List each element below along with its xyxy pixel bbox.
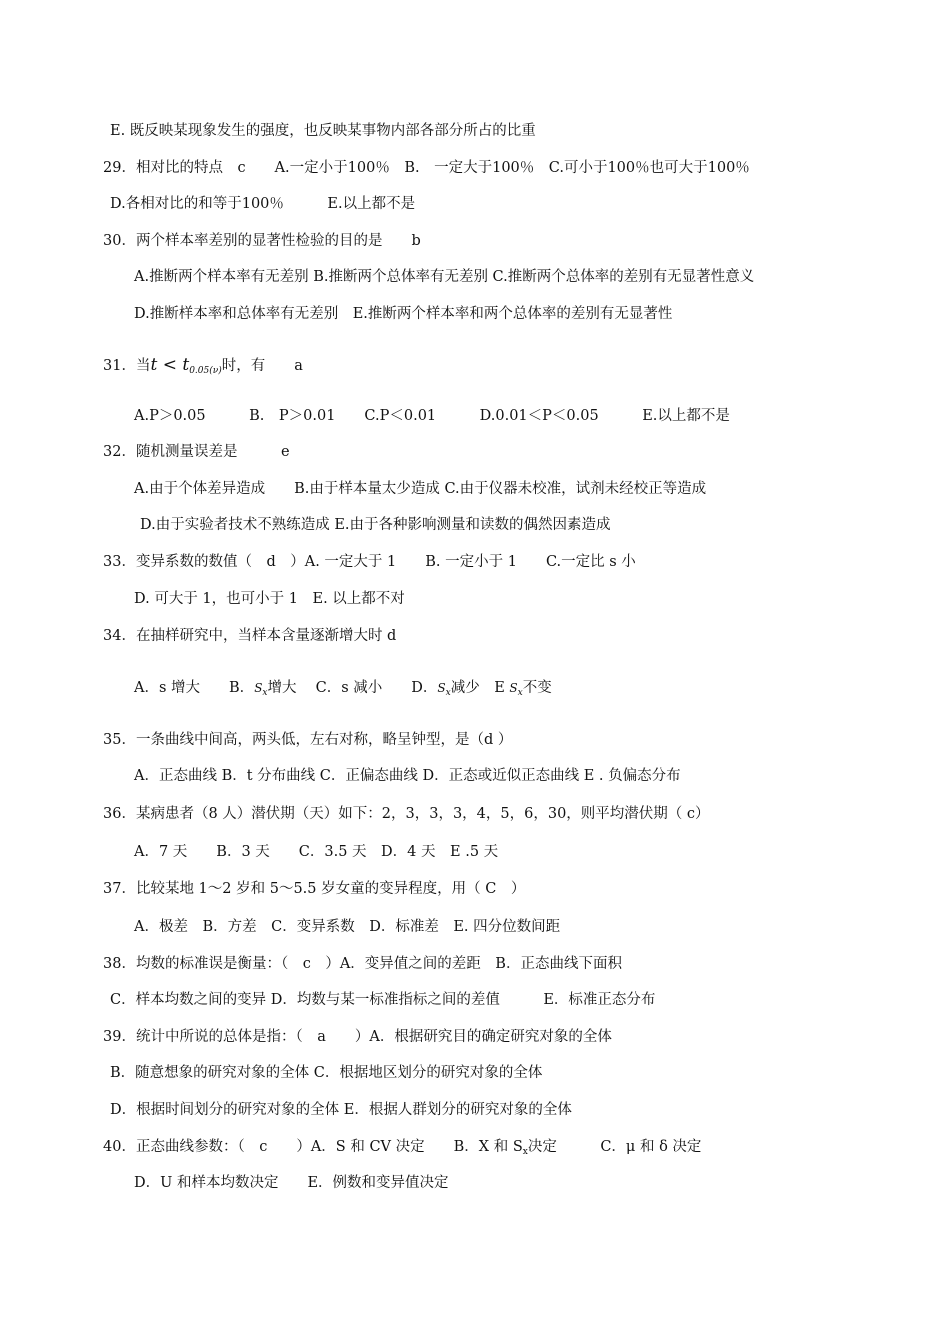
question-39: 39．统计中所说的总体是指：（ a ）A．根据研究目的确定研究对象的全体 (103, 1029, 612, 1045)
question-34: 34．在抽样研究中，当样本含量逐渐增大时 d (103, 628, 397, 644)
question-29: 29．相对比的特点 c A.一定小于100％ B. 一定大于100％ C.可小于100％也可大于100％ (103, 160, 750, 176)
question-36: 36．某病患者（8 人）潜伏期（天）如下：2，3，3，3，4，5，6，30，则平均潜伏期（ c） (103, 806, 710, 822)
question-30-options-2: D.推断样本率和总体率有无差别 E.推断两个样本率和两个总体率的差别有无显著性 (134, 306, 673, 322)
question-39-options-1: B．随意想象的研究对象的全体 C．根据地区划分的研究对象的全体 (110, 1065, 543, 1081)
question-33-options: D. 可大于 1，也可小于 1 E. 以上都不对 (134, 591, 405, 607)
question-31: 31．当$t < t_{0.05(\nu)}$时，有 a (103, 355, 303, 376)
text-line-28e: E. 既反映某现象发生的强度，也反映某事物内部各部分所占的比重 (110, 123, 536, 139)
question-31-options: A.P＞0.05 B. P＞0.01 C.P＜0.01 D.0.01＜P＜0.05 E.以上都不是 (134, 408, 730, 424)
question-39-options-2: D．根据时间划分的研究对象的全体 E．根据人群划分的研究对象的全体 (110, 1102, 572, 1118)
question-33: 33．变异系数的数值（ d ）A. 一定大于 1 B. 一定小于 1 C.一定比 s 小 (103, 554, 636, 570)
question-35: 35．一条曲线中间高，两头低，左右对称，略呈钟型，是（d ） (103, 732, 513, 748)
question-37: 37．比较某地 1～2 岁和 5～5.5 岁女童的变异程度，用（ C ） (103, 881, 526, 897)
question-38: 38．均数的标准误是衡量：（ c ）A．变异值之间的差距 B．正态曲线下面积 (103, 956, 622, 972)
question-29-options: D.各相对比的和等于100％ E.以上都不是 (110, 196, 416, 212)
question-30: 30．两个样本率差别的显著性检验的目的是 b (103, 233, 421, 249)
question-40-options: D．U 和样本均数决定 E．例数和变异值决定 (134, 1175, 449, 1191)
question-32: 32．随机测量误差是 e (103, 444, 290, 460)
question-35-options: A．正态曲线 B．t 分布曲线 C．正偏态曲线 D．正态或近似正态曲线 E . 负偏态分布 (134, 768, 681, 784)
question-30-options-1: A.推断两个样本率有无差别 B.推断两个总体率有无差别 C.推断两个总体率的差别有无显著性意义 (134, 269, 755, 285)
question-36-options: A．7 天 B．3 天 C．3.5 天 D．4 天 E .5 天 (134, 844, 499, 860)
question-34-options: A．s 增大 B．$S_x$增大 C．s 减小 D．$S_x$减少 E $S_x$不变 (134, 680, 552, 698)
question-32-options-2: D.由于实验者技术不熟练造成 E.由于各种影响测量和读数的偶然因素造成 (140, 517, 611, 533)
question-38-options: C．样本均数之间的变异 D．均数与某一标准指标之间的差值 E．标准正态分布 (110, 992, 656, 1008)
question-37-options: A．极差 B．方差 C．变异系数 D．标准差 E. 四分位数间距 (134, 919, 561, 935)
question-32-options-1: A.由于个体差异造成 B.由于样本量太少造成 C.由于仪器未校准，试剂未经校正等造成 (134, 481, 707, 497)
question-40: 40．正态曲线参数：（ c ）A．S 和 CV 决定 B．X 和 $S_x$决定 C．μ 和 δ 决定 (103, 1139, 702, 1157)
